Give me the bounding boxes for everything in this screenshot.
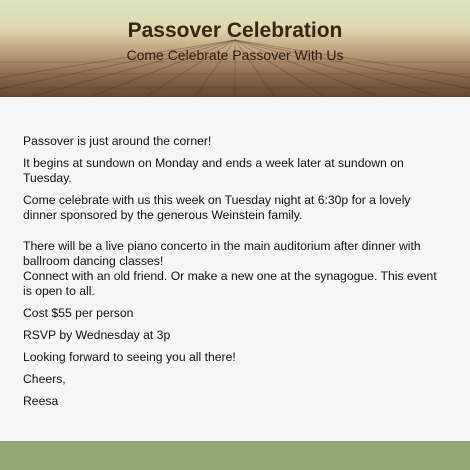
page-subtitle: Come Celebrate Passover With Us (126, 47, 344, 63)
paragraph-rsvp: RSVP by Wednesday at 3p (23, 328, 171, 342)
message-body (23, 134, 443, 416)
paragraph-dinner: Come celebrate with us this week on Tuesday night at 6:30p for a lovely dinner sponsored by the generous Weinstein family. (23, 193, 411, 222)
paragraph-concerto: There will be a live piano concerto in the main auditorium after dinner with ballroom dancing classes! (23, 239, 421, 268)
paragraph-closing: Looking forward to seeing you all there! (23, 350, 236, 364)
paragraph-intro: Passover is just around the corner! (23, 134, 212, 148)
page-title: Passover Celebration (127, 19, 343, 42)
paragraph-cost: Cost $55 per person (23, 306, 134, 320)
paragraph-dates: It begins at sundown on Monday and ends a week later at sundown on Tuesday. (23, 156, 404, 185)
footer-bar (0, 441, 470, 470)
paragraph-signoff: Cheers, (23, 372, 66, 386)
paragraph-signature: Reesa (23, 394, 59, 408)
paragraph-connect: Connect with an old friend. Or make a new one at the synagogue. This event is open to all. (23, 269, 437, 298)
header-banner (0, 0, 470, 97)
